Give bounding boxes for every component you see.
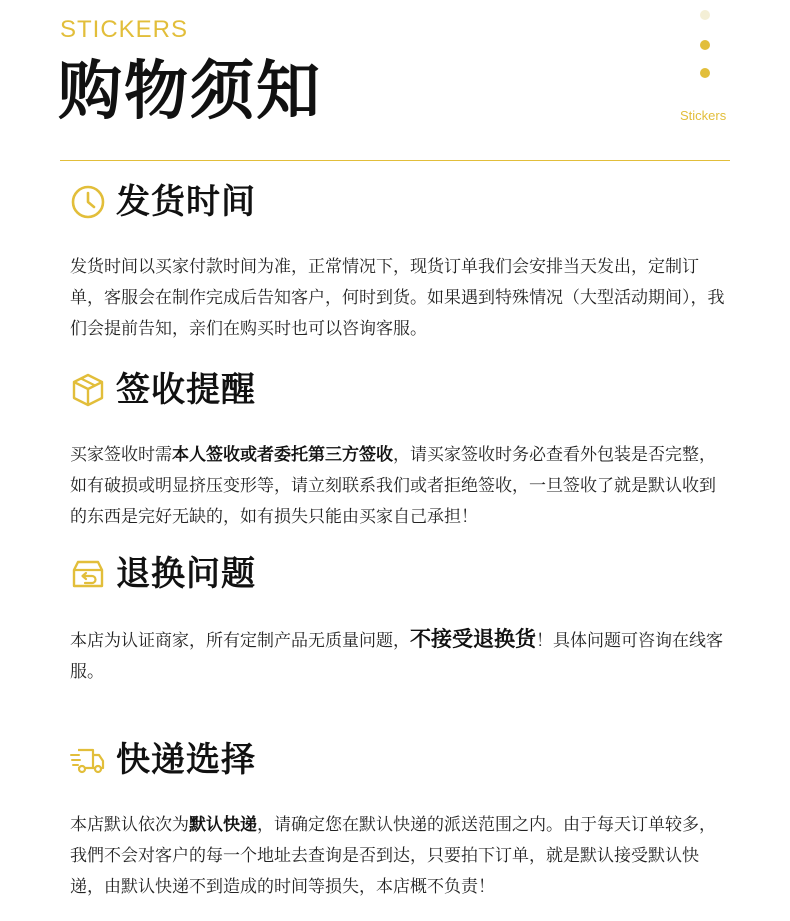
side-label: Stickers: [680, 108, 727, 123]
section-shipping-time: [70, 176, 730, 345]
return-box-icon: [70, 556, 106, 592]
section-courier-choice: [70, 734, 730, 903]
clock-icon: [70, 184, 106, 220]
section-header: [70, 734, 730, 786]
dot-icon: [700, 68, 710, 78]
section-title: 发货时间: [116, 182, 256, 222]
section-header: [70, 364, 730, 416]
section-text: 买家签收时需本人签收或者委托第三方签收，请买家签收时务必查看外包装是否完整，如有破损或明显挤压变形等，请立刻联系我们或者拒绝签收，一旦签收了就是默认收到的东西是完好无缺的，如有损失只能由买家自己承担！: [70, 445, 716, 527]
dot-icon: [700, 40, 710, 50]
section-title: 快递选择: [116, 740, 256, 780]
package-box-icon: [70, 372, 106, 408]
delivery-truck-icon: [70, 742, 106, 778]
section-returns: [70, 548, 730, 688]
section-text: 发货时间以买家付款时间为准，正常情况下，现货订单我们会安排当天发出，定制订单，客服会在制作完成后告知客户，何时到货。如果遇到特殊情况（大型活动期间），我们会提前告知，亲们在购买时也可以咨询客服。: [70, 257, 725, 339]
brand-label: STICKERS: [60, 16, 189, 43]
section-title: 签收提醒: [116, 370, 256, 410]
section-text: 本店为认证商家，所有定制产品无质量问题，不接受退换货！具体问题可咨询在线客服。: [70, 627, 723, 682]
emphasis-text: 默认快递: [189, 815, 257, 835]
section-header: [70, 548, 730, 600]
dot-icon: [700, 10, 710, 20]
header-divider: [60, 160, 730, 161]
section-title: 退换问题: [116, 554, 256, 594]
section-text: 本店默认依次为默认快递，请确定您在默认快递的派送范围之内。由于每天订单较多，我們不会对客户的每一个地址去查询是否到达，只要拍下订单，就是默认接受默认快递，由默认快递不到造成的时间等损失，本店概不负责！: [70, 815, 716, 897]
emphasis-text: 本人签收或者委托第三方签收: [172, 445, 393, 465]
emphasis-text: 不接受退换货: [410, 627, 536, 651]
page-title: 购物须知: [58, 55, 322, 129]
section-header: [70, 176, 730, 228]
section-receipt-reminder: [70, 364, 730, 533]
